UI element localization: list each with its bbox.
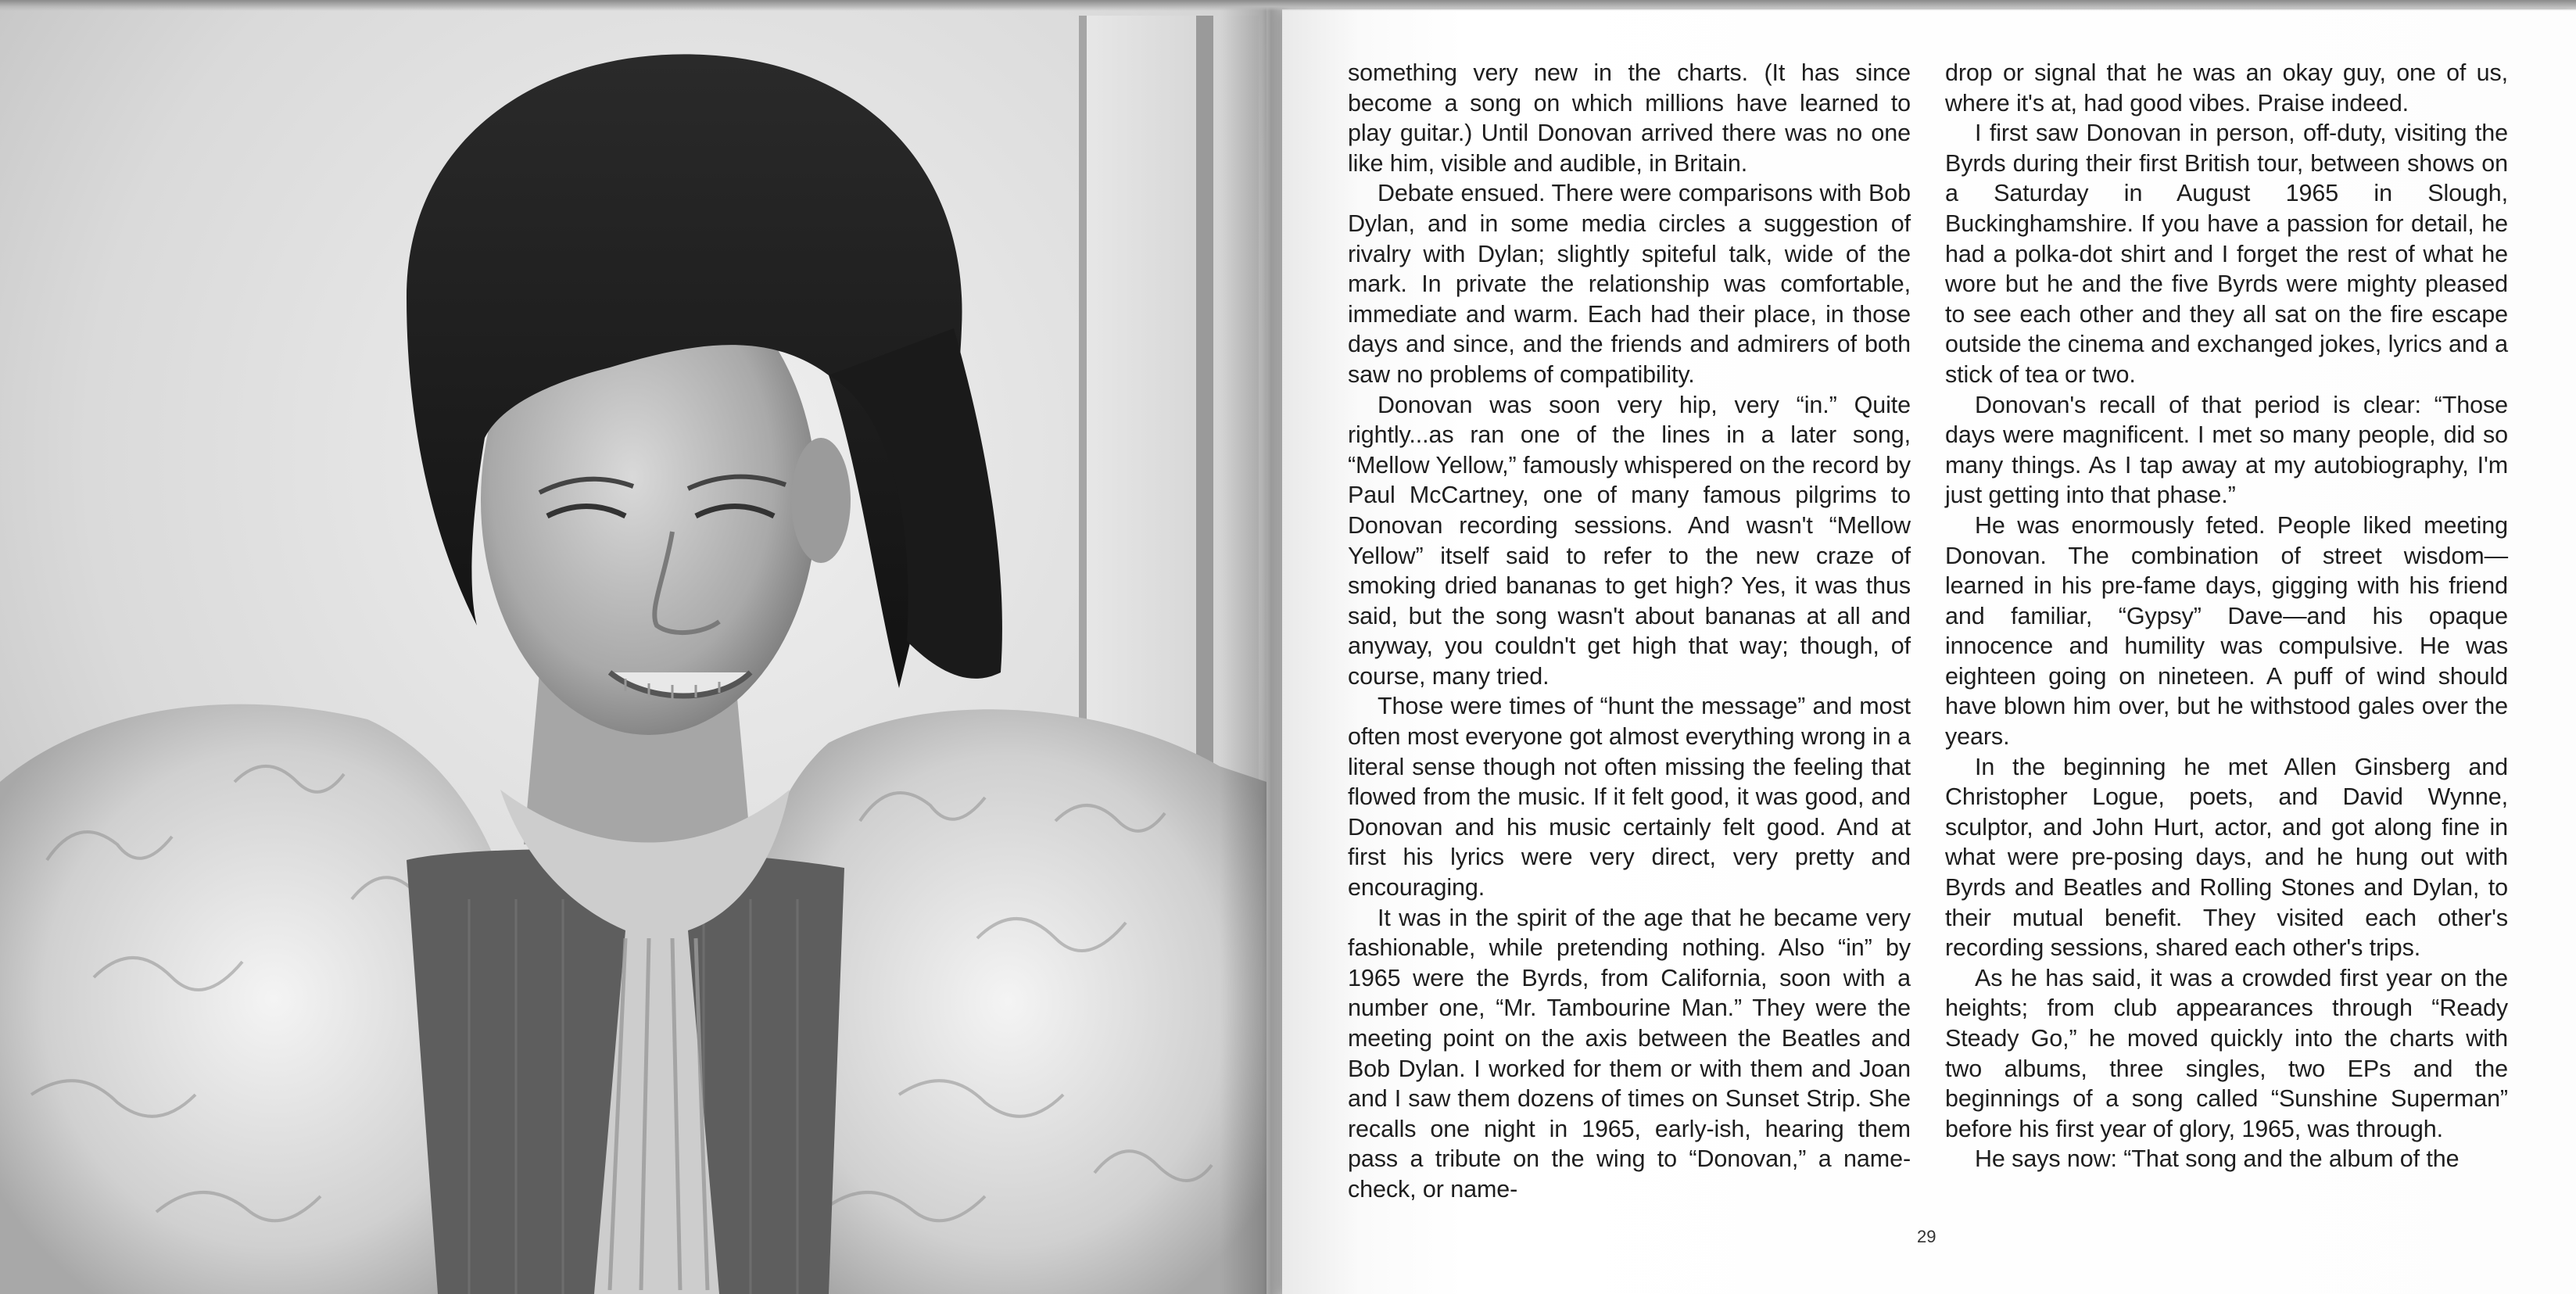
left-text-column <box>1348 58 1911 1205</box>
right-text-column <box>1945 58 2508 1174</box>
paragraph: drop or signal that he was an okay guy, one of us, where it's at, had good vibes. Praise indeed. <box>1945 59 2508 116</box>
paragraph: It was in the spirit of the age that he became very fashionable, while pretending nothing. Also “in” by 1965 were the Byrds, from California, soon with a number one, “Mr. Tambourine Man.” They were the meeting point on the axis between the Beatles and Bob Dylan. I worked for them or with them and Joan and I saw them dozens of times on Sunset Strip. She recalls one night in 1965, early-ish, hearing them pass a tribute on the wing to “Donovan,” a name-check, or name- <box>1348 904 1911 1203</box>
portrait-photo-icon <box>0 0 1267 1294</box>
paragraph: Debate ensued. There were comparisons with Bob Dylan, and in some media circles a suggestion of rivalry with Dylan; slightly spiteful talk, wide of the mark. In private the relationship was comfortable, immediate and warm. Each had their place, in those days and since, and the friends and admirers of both saw no problems of compatibility. <box>1348 180 1911 388</box>
paragraph: Those were times of “hunt the message” and most often most everyone got almost everything wrong in a literal sense though not often missing the feeling that flowed from the music. If it felt good, it was good, and Donovan and his music certainly felt good. And at first his lyrics were very direct, very pretty and encouraging. <box>1348 693 1911 901</box>
paragraph: He says now: “That song and the album of the <box>1975 1145 2460 1173</box>
scan-top-edge <box>0 0 2576 11</box>
paragraph: Donovan's recall of that period is clear: “Those days were magnificent. I met so many people, did so many things. As I tap away at my autobiography, I'm just getting into that phase.” <box>1945 391 2508 509</box>
photo-page <box>0 0 1267 1294</box>
text-page <box>1282 9 2576 1294</box>
page-number: 29 <box>1917 1227 1936 1246</box>
paragraph: In the beginning he met Allen Ginsberg and Christopher Logue, poets, and David Wynne, sculptor, and John Hurt, actor, and got along fine in what were pre-posing days, and he hung out with Byrds and Beatles and Rolling Stones and Dylan, to their mutual benefit. They visited each other's recording sessions, shared each other's trips. <box>1945 753 2508 962</box>
paragraph: He was enormously feted. People liked meeting Donovan. The combination of street wisdom—learned in his pre-fame days, gigging with his friend and familiar, “Gypsy” Dave—and his opaque innocence and humility was compulsive. He was eighteen going on nineteen. A puff of wind should have blown him over, but he withstood gales over the years. <box>1945 511 2508 751</box>
paragraph: something very new in the charts. (It has since become a song on which millions have learned to play guitar.) Until Donovan arrived there was no one like him, visible and audible, in Britain. <box>1348 59 1911 177</box>
paragraph: Donovan was soon very hip, very “in.” Quite rightly...as ran one of the lines in a later song, “Mellow Yellow,” famously whispered on the record by Paul McCartney, one of many famous pilgrims to Donovan recording sessions. And wasn't “Mellow Yellow” itself said to refer to the new craze of smoking dried bananas to get high? Yes, it was thus said, but the song wasn't about bananas at all and anyway, you couldn't get high that way; though, of course, many tried. <box>1348 391 1911 690</box>
paragraph: As he has said, it was a crowded first year on the heights; from club appearances through “Ready Steady Go,” he moved quickly into the charts with two albums, three singles, two EPs and the beginnings of a song called “Sunshine Superman” before his first year of glory, 1965, was through. <box>1945 964 2508 1142</box>
paragraph: I first saw Donovan in person, off-duty, visiting the Byrds during their first British tour, between shows on a Saturday in August 1965 in Slough, Buckinghamshire. If you have a passion for detail, he had a polka-dot shirt and I forget the rest of what he wore but he and the five Byrds were mighty pleased to see each other and they all sat on the fire escape outside the cinema and exchanged jokes, lyrics and a stick of tea or two. <box>1945 120 2508 388</box>
